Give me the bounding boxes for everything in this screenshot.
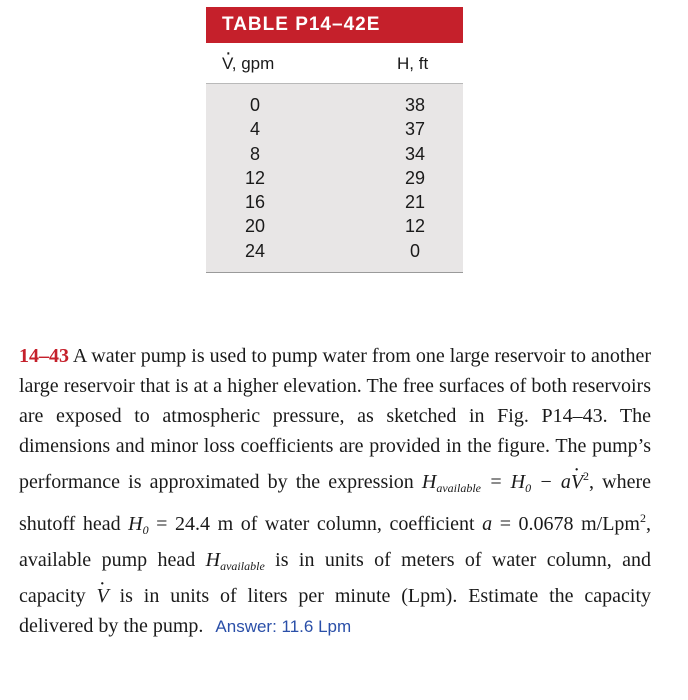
- head-cell: 21: [404, 192, 426, 213]
- column-header-flow: · V, gpm: [222, 54, 274, 74]
- table-row: [206, 94, 463, 118]
- table-row: [206, 191, 463, 215]
- subscript-zero: 0: [525, 481, 532, 495]
- problem-text: is in units of meters of water column, and capacity: [19, 549, 651, 607]
- problem-number: 14–43: [19, 345, 69, 367]
- flow-cell: 0: [249, 95, 260, 115]
- table-title: TABLE P14–42E: [206, 7, 463, 43]
- table-row: [206, 143, 463, 167]
- table-body: [206, 84, 463, 273]
- problem-text: , where shutoff head: [19, 471, 651, 535]
- problem-text: = 24.4 m of water column, coefficient: [148, 513, 483, 535]
- eq-text: − a: [531, 471, 571, 493]
- problem-text: = 0.0678 m/Lpm: [492, 513, 640, 535]
- head-cell: 34: [404, 143, 426, 164]
- head-cell: 37: [404, 119, 426, 140]
- var-v: · V: [571, 467, 583, 497]
- problem-text: , available pump head: [19, 513, 651, 571]
- var-h: H: [128, 513, 143, 535]
- table-row: [206, 167, 463, 191]
- flow-cell: 4: [249, 119, 260, 140]
- subscript-available: available: [220, 559, 265, 573]
- column-header-head: H, ft: [397, 54, 429, 73]
- table-row: [206, 215, 463, 239]
- problem-statement: [19, 341, 651, 642]
- superscript-two: 2: [583, 469, 590, 483]
- var-a: a: [482, 513, 493, 535]
- var-v: · V: [97, 581, 109, 611]
- var-h: H: [421, 471, 437, 493]
- data-table: [206, 7, 463, 273]
- flow-cell: 16: [244, 192, 266, 213]
- head-cell: 29: [404, 167, 426, 188]
- table-header: [206, 43, 463, 84]
- table-row: [206, 118, 463, 142]
- subscript-zero: 0: [142, 523, 149, 537]
- subscript-available: available: [436, 481, 481, 495]
- answer-text: Answer: 11.6 Lpm: [215, 617, 352, 636]
- table-row: [206, 240, 463, 264]
- superscript-two: 2: [639, 511, 646, 525]
- flow-cell: 20: [244, 216, 266, 237]
- head-cell: 12: [404, 216, 426, 237]
- problem-text: is in units of liters per minute (Lpm). Estimate the capacity delivered by the pump.: [19, 585, 651, 637]
- head-cell: 0: [409, 240, 420, 261]
- problem-text: A water pump is used to pump water from one large reservoir to another large reservoir that is at a higher elevation. The free surfaces of both reservoirs are exposed to atmospheric pressure, as sketched in Fig. P14–43. The dimensions and minor loss coefficients are provided in the figure. The pump’s performance is approximated by the expression: [19, 345, 651, 493]
- flow-cell: 12: [244, 167, 266, 188]
- head-cell: 38: [404, 95, 426, 115]
- var-h: H: [205, 549, 221, 571]
- eq-text: = H: [481, 471, 526, 493]
- flow-cell: 8: [249, 143, 260, 164]
- flow-cell: 24: [244, 240, 266, 261]
